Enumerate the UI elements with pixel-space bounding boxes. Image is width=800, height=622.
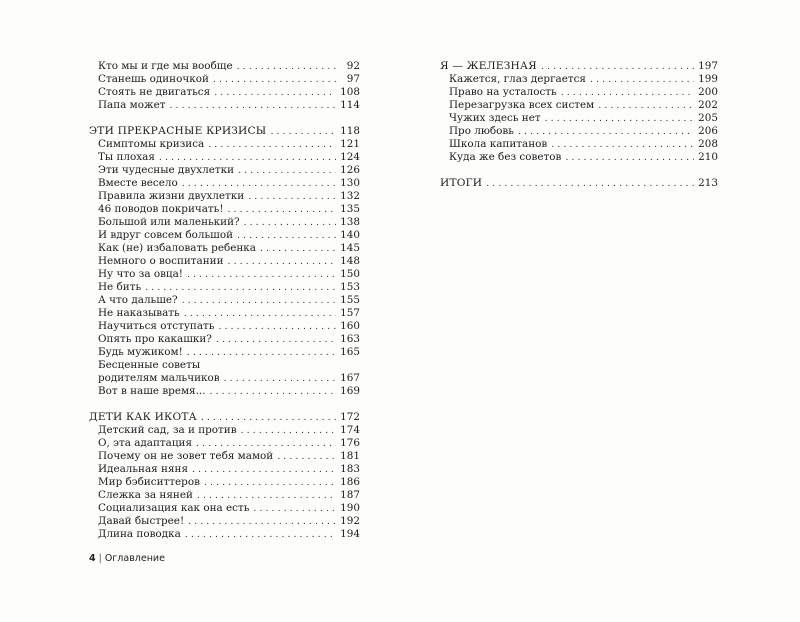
toc-page-number: 200 [698,86,718,98]
toc-page-number: 181 [340,450,360,462]
toc-page-number: 197 [698,60,718,72]
toc-section-title: ЭТИ ПРЕКРАСНЫЕ КРИЗИСЫ [89,125,267,137]
dot-leader [244,216,336,229]
toc-page-number: 208 [698,138,718,150]
toc-entry-title: родителям мальчиков [98,372,220,384]
toc-entry-title: Папа может [98,99,166,111]
dot-leader [565,151,694,164]
dot-leader [224,372,336,385]
toc-entry-title: Детский сад, за и против [98,424,237,436]
toc-section-title: ДЕТИ КАК ИКОТА [89,411,197,423]
dot-leader [545,112,694,125]
toc-entry-title: Кто мы и где мы вообще [98,60,233,72]
toc-entry-title: Почему он не зовет тебя мамой [98,450,274,462]
toc-page-number: 153 [340,281,360,293]
toc-page-number: 176 [340,437,360,449]
toc-entry-title: Стоять не двигаться [98,86,211,98]
toc-section-row [440,60,718,73]
toc-entry-row [89,320,360,333]
page-footer [89,553,165,564]
toc-entry-row [89,372,360,385]
dot-leader [216,333,336,346]
toc-entry-title: Право на усталость [449,86,557,98]
toc-entry-title: Как (не) избаловать ребенка [98,242,256,254]
dot-leader [237,60,336,73]
dot-leader [185,528,336,541]
toc-page-number: 163 [340,333,360,345]
toc-page-number: 190 [340,502,360,514]
toc-page-number: 174 [340,424,360,436]
dot-leader [159,151,336,164]
toc-entry-row [440,73,718,86]
toc-page-number: 169 [340,385,360,397]
footer-divider: | [98,553,102,564]
toc-entry-title: Идеальная няня [98,463,188,475]
toc-entry-title: Про любовь [449,125,514,137]
toc-page-number: 92 [346,60,360,72]
toc-page-number: 138 [340,216,360,228]
toc-page-number: 132 [340,190,360,202]
toc-entry-row [89,515,360,528]
toc-section-title: ИТОГИ [440,177,483,189]
toc-entry-row [89,307,360,320]
toc-entry-row [89,73,360,86]
toc-entry-row [89,242,360,255]
toc-page-number: 121 [340,138,360,150]
toc-entry-row [89,151,360,164]
dot-leader [486,177,694,190]
dot-leader [187,346,336,359]
toc-page-number: 187 [340,489,360,501]
toc-entry-row [89,489,360,502]
toc-page-number: 130 [340,177,360,189]
dot-leader [213,73,336,86]
toc-entry-title: О, эта адаптация [98,437,193,449]
toc-section-title: Я — ЖЕЛЕЗНАЯ [440,60,537,72]
toc-page-number: 172 [340,411,360,423]
dot-leader [192,463,336,476]
toc-entry-row [440,151,718,164]
toc-entry-row [89,281,360,294]
toc-entry-row [440,125,718,138]
dot-leader [196,437,336,450]
toc-page-number: 210 [698,151,718,163]
toc-left-column [89,60,360,541]
toc-entry-title: Ты плохая [98,151,155,163]
toc-page-number: 114 [340,99,360,111]
toc-entry-title: Слежка за няней [98,489,193,501]
toc-entry-row [89,216,360,229]
toc-entry-title: Бесценные советы [98,359,201,371]
toc-entry-title: Симптомы кризиса [98,138,205,150]
toc-page-number: 205 [698,112,718,124]
dot-leader [238,164,336,177]
toc-entry-row [89,333,360,346]
toc-page-number: 157 [340,307,360,319]
toc-page-number: 186 [340,476,360,488]
toc-entry-title: Не наказывать [98,307,180,319]
toc-entry-row [89,424,360,437]
toc-entry-row [440,138,718,151]
toc-entry-row [89,86,360,99]
toc-entry-title: Давай быстрее! [98,515,185,527]
toc-entry-title: Социализация как она есть [98,502,250,514]
toc-section-row [440,177,718,190]
dot-leader [210,385,336,398]
toc-entry-row [89,437,360,450]
dot-leader [518,125,694,138]
toc-page-number: 148 [340,255,360,267]
toc-entry-title: 46 поводов покричать! [98,203,224,215]
dot-leader [248,190,336,203]
toc-entry-row [89,385,360,398]
toc-page-number: 140 [340,229,360,241]
toc-entry-row [89,463,360,476]
dot-leader [188,515,336,528]
dot-leader [541,60,694,73]
dot-leader [169,99,336,112]
toc-entry-row [89,502,360,515]
dot-leader [260,242,336,255]
toc-section-row [89,411,360,424]
toc-entry-title: Перезагрузка всех систем [449,99,595,111]
toc-entry-row [89,138,360,151]
toc-entry-title: Научиться отступать [98,320,215,332]
toc-entry-title: Кажется, глаз дергается [449,73,586,85]
toc-entry-row [89,476,360,489]
toc-entry-row [89,450,360,463]
toc-entry-title: Немного о воспитании [98,255,224,267]
toc-entry-row [89,99,360,112]
toc-entry-row [89,164,360,177]
dot-leader [201,411,336,424]
toc-page-number: 160 [340,320,360,332]
dot-leader [228,203,336,216]
dot-leader [187,268,336,281]
toc-entry-row [440,112,718,125]
dot-leader [208,138,336,151]
dot-leader [218,320,336,333]
toc-entry-row [440,86,718,99]
toc-page-number: 155 [340,294,360,306]
toc-page-number: 192 [340,515,360,527]
toc-entry-title: Большой или маленький? [98,216,240,228]
dot-leader [237,229,336,242]
dot-leader [253,502,336,515]
toc-entry-row [89,203,360,216]
toc-entry-row [89,190,360,203]
dot-leader [182,294,336,307]
toc-entry-title: Ну что за овца! [98,268,183,280]
toc-entry-title: А что дальше? [98,294,178,306]
toc-entry-title: Чужих здесь нет [449,112,541,124]
toc-entry-title: Будь мужиком! [98,346,183,358]
dot-leader [197,489,336,502]
dot-leader [184,307,336,320]
dot-leader [145,281,336,294]
toc-entry-title: Мир бэбиситтеров [98,476,200,488]
toc-entry-title: Школа капитанов [449,138,548,150]
toc-entry-row [440,99,718,112]
toc-page-number: 167 [340,372,360,384]
toc-section-row [89,125,360,138]
dot-leader [214,86,336,99]
dot-leader [277,450,336,463]
toc-entry-row [89,255,360,268]
page-number: 4 [89,553,96,564]
toc-page-number: 124 [340,151,360,163]
toc-page-number: 126 [340,164,360,176]
dot-leader [598,99,694,112]
toc-entry-title: Эти чудесные двухлетки [98,164,235,176]
dot-leader [182,177,336,190]
toc-entry-title: Опять про какашки? [98,333,212,345]
toc-entry-row [89,346,360,359]
toc-page-number: 199 [698,73,718,85]
dot-leader [551,138,694,151]
toc-entry-title: Длина поводка [98,528,181,540]
toc-entry-row [89,60,360,73]
toc-entry-title: Станешь одиночкой [98,73,209,85]
toc-entry-row [89,359,360,372]
toc-page-number: 194 [340,528,360,540]
toc-page-number: 118 [340,125,360,137]
toc-page-number: 213 [698,177,718,189]
toc-page-number: 150 [340,268,360,280]
toc-entry-title: Правила жизни двухлетки [98,190,245,202]
toc-entry-row [89,229,360,242]
toc-entry-row [89,268,360,281]
toc-right-column [440,60,718,190]
toc-entry-title: Куда же без советов [449,151,562,163]
toc-page-number: 202 [698,99,718,111]
dot-leader [228,255,336,268]
toc-page-number: 97 [346,73,360,85]
toc-page-number: 165 [340,346,360,358]
toc-entry-title: И вдруг совсем большой [98,229,234,241]
toc-page-number: 135 [340,203,360,215]
toc-page-number: 108 [340,86,360,98]
dot-leader [204,476,336,489]
toc-entry-row [89,528,360,541]
toc-page-number: 206 [698,125,718,137]
toc-entry-title: Вот в наше время... [98,385,206,397]
dot-leader [590,73,694,86]
toc-entry-title: Не бить [98,281,142,293]
dot-leader [270,125,336,138]
toc-page-number: 145 [340,242,360,254]
toc-page-number: 183 [340,463,360,475]
toc-entry-title: Вместе весело [98,177,178,189]
toc-entry-row [89,294,360,307]
dot-leader [561,86,694,99]
footer-section-label: Оглавление [104,553,165,564]
dot-leader [241,424,336,437]
toc-entry-row [89,177,360,190]
